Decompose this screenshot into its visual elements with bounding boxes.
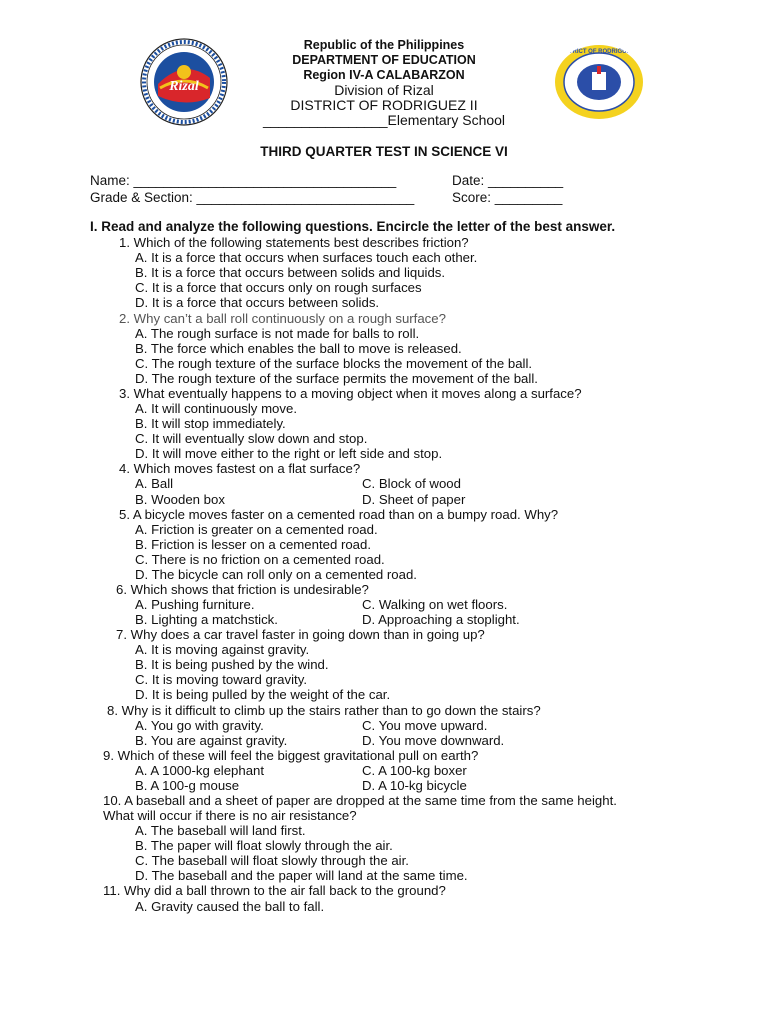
q7-option-d[interactable]: D. It is being pulled by the weight of the car. [135, 687, 391, 702]
question-1: 1. Which of the following statements best describes friction? [119, 235, 469, 250]
q3-option-a[interactable]: A. It will continuously move. [135, 401, 297, 416]
svg-text:DISTRICT OF RODRIGUEZ II: DISTRICT OF RODRIGUEZ II [558, 49, 640, 55]
q6-option-a[interactable]: A. Pushing furniture. [135, 597, 255, 612]
q4-option-c[interactable]: C. Block of wood [362, 476, 461, 491]
q5-option-c[interactable]: C. There is no friction on a cemented road. [135, 552, 385, 567]
question-6: 6. Which shows that friction is undesirable? [116, 582, 369, 597]
division-line: Division of Rizal [334, 82, 434, 98]
q8-option-c[interactable]: C. You move upward. [362, 718, 488, 733]
question-9: 9. Which of these will feel the biggest gravitational pull on earth? [103, 748, 479, 763]
q4-option-b[interactable]: B. Wooden box [135, 492, 225, 507]
name-field[interactable]: Name: ___________________________________ [90, 173, 397, 188]
letterhead [0, 38, 768, 128]
q10-option-c[interactable]: C. The baseball will float slowly through the air. [135, 853, 409, 868]
question-5: 5. A bicycle moves faster on a cemented road than on a bumpy road. Why? [119, 507, 559, 522]
q2-option-a[interactable]: A. The rough surface is not made for balls to roll. [135, 326, 420, 341]
region-line: Region IV-A CALABARZON [303, 68, 465, 82]
question-3: 3. What eventually happens to a moving object when it moves along a surface? [119, 386, 582, 401]
q8-option-d[interactable]: D. You move downward. [362, 733, 505, 748]
q3-option-b[interactable]: B. It will stop immediately. [135, 416, 286, 431]
question-8: 8. Why is it difficult to climb up the stairs rather than to go down the stairs? [107, 703, 541, 718]
q6-option-b[interactable]: B. Lighting a matchstick. [135, 612, 278, 627]
q2-option-b[interactable]: B. The force which enables the ball to move is released. [135, 341, 462, 356]
date-field[interactable]: Date: __________ [452, 173, 564, 188]
question-2: 2. Why can’t a ball roll continuously on a rough surface? [119, 311, 446, 326]
q3-option-d[interactable]: D. It will move either to the right or left side and stop. [135, 446, 443, 461]
test-title: THIRD QUARTER TEST IN SCIENCE VI [260, 144, 508, 159]
q10-option-a[interactable]: A. The baseball will land first. [135, 823, 306, 838]
question-7: 7. Why does a car travel faster in going down than in going up? [116, 627, 485, 642]
republic-line: Republic of the Philippines [303, 38, 465, 52]
q8-option-b[interactable]: B. You are against gravity. [135, 733, 288, 748]
school-line: ________________Elementary School [262, 112, 506, 128]
q7-option-c[interactable]: C. It is moving toward gravity. [135, 672, 307, 687]
question-11: 11. Why did a ball thrown to the air fall back to the ground? [103, 883, 446, 898]
q8-option-a[interactable]: A. You go with gravity. [135, 718, 264, 733]
q1-option-d[interactable]: D. It is a force that occurs between solids. [135, 295, 380, 310]
q3-option-c[interactable]: C. It will eventually slow down and stop. [135, 431, 368, 446]
q9-option-b[interactable]: B. A 100-g mouse [135, 778, 240, 793]
q1-option-a[interactable]: A. It is a force that occurs when surfaces touch each other. [135, 250, 478, 265]
q1-option-c[interactable]: C. It is a force that occurs only on rough surfaces [135, 280, 422, 295]
q5-option-a[interactable]: A. Friction is greater on a cemented road. [135, 522, 378, 537]
q11-option-a[interactable]: A. Gravity caused the ball to fall. [135, 899, 325, 914]
question-10: 10. A baseball and a sheet of paper are dropped at the same time from the same height. [103, 793, 617, 808]
grade-section-field[interactable]: Grade & Section: _____________________________ [90, 190, 415, 205]
q7-option-b[interactable]: B. It is being pushed by the wind. [135, 657, 329, 672]
q2-option-d[interactable]: D. The rough texture of the surface permits the movement of the ball. [135, 371, 538, 386]
q4-option-d[interactable]: D. Sheet of paper [362, 492, 466, 507]
q6-option-c[interactable]: C. Walking on wet floors. [362, 597, 508, 612]
question-4: 4. Which moves fastest on a flat surface? [119, 461, 361, 476]
q9-option-d[interactable]: D. A 10-kg bicycle [362, 778, 467, 793]
q4-option-a[interactable]: A. Ball [135, 476, 174, 491]
q2-option-c[interactable]: C. The rough texture of the surface blocks the movement of the ball. [135, 356, 533, 371]
q7-option-a[interactable]: A. It is moving against gravity. [135, 642, 310, 657]
question-10-continued: What will occur if there is no air resistance? [103, 808, 357, 823]
department-line: DEPARTMENT OF EDUCATION [292, 53, 476, 67]
q5-option-d[interactable]: D. The bicycle can roll only on a cemented road. [135, 567, 417, 582]
q1-option-b[interactable]: B. It is a force that occurs between solids and liquids. [135, 265, 446, 280]
district-line: DISTRICT OF RODRIGUEZ II [290, 97, 478, 113]
score-field[interactable]: Score: _________ [452, 190, 563, 205]
q10-option-b[interactable]: B. The paper will float slowly through the air. [135, 838, 393, 853]
q9-option-c[interactable]: C. A 100-kg boxer [362, 763, 467, 778]
q9-option-a[interactable]: A. A 1000-kg elephant [135, 763, 265, 778]
q5-option-b[interactable]: B. Friction is lesser on a cemented road. [135, 537, 372, 552]
instructions: I. Read and analyze the following questions. Encircle the letter of the best answer. [90, 219, 616, 234]
svg-text:Rizal: Rizal [169, 79, 199, 94]
q6-option-d[interactable]: D. Approaching a stoplight. [362, 612, 520, 627]
q10-option-d[interactable]: D. The baseball and the paper will land at the same time. [135, 868, 468, 883]
